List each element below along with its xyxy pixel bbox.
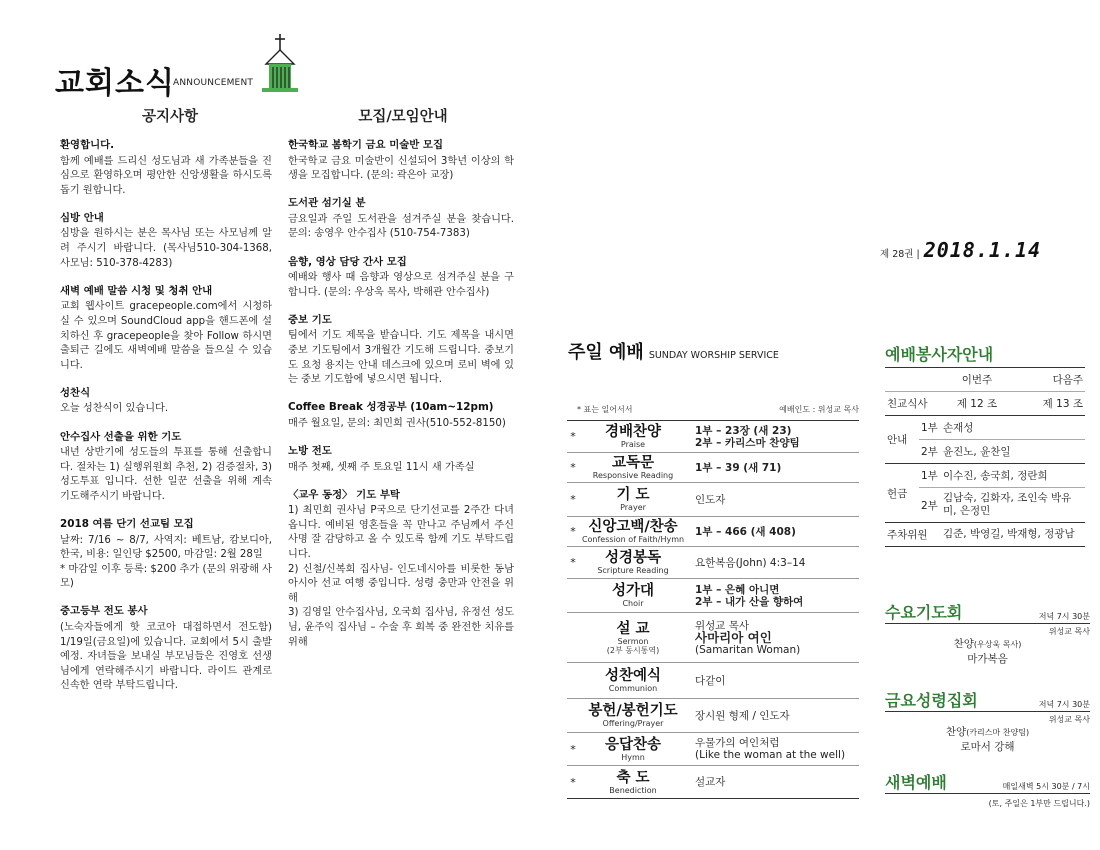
order-name-en-note: (2부 동시통역) [606,645,660,655]
friday-section [885,688,1090,754]
service-notes [577,404,859,415]
order-name-en: Confession of Faith/Hymn [581,535,685,544]
notice-heading: 심방 안내 [60,211,104,224]
order-name [577,620,689,656]
volunteer-this: 제 12 조 [941,392,1013,416]
volunteer-service: 2부 [919,440,941,464]
order-name-en: Communion [608,684,658,693]
recruit-body: 팀에서 기도 제목을 받습니다. 기도 제목을 내시면 중보 기도팀에서 3개월간 기도해 드립니다. 중보기도 요청 용지는 안내 데스크에 있으며 로비 벽에 있는 중보 기도함에 넣으시면 됩니다. [288,330,514,386]
notice-body: 내년 상반기에 성도들의 투표를 통해 선출합니다. 절차는 1) 실행위원회 추천, 2) 검증절차, 3) 성도투표 입니다. 선한 일꾼 선출을 위해 계속 기도해주시기 바랍니다. [60,447,272,502]
notice-item [60,386,272,417]
standing-mark: * [570,430,576,443]
standing-mark: * [570,742,576,756]
dawn-section [885,770,1090,809]
order-name-ko: 성가대 [611,583,655,599]
church-icon [260,34,300,92]
order-name-en: Praise [620,440,646,449]
order-detail [689,557,859,569]
order-row [567,547,859,579]
order-row [567,613,859,663]
volunteer-row [885,464,1085,488]
order-name-ko: 성찬예식 [604,668,662,684]
volunteer-row [885,523,1085,547]
order-name-ko: 교독문 [611,455,655,471]
service-leader-note: 예배인도 : 위성교 목사 [779,405,859,414]
notice-body: 함께 예배를 드리신 성도님과 새 가족분들을 진심으로 환영하오며 평안한 신앙생활을 하시도록 돕기 원합니다. [60,155,272,196]
order-row [567,421,859,453]
order-row [567,579,859,613]
recruit-body: 예배와 행사 때 음향과 영상으로 섬겨주실 분을 구합니다. (문의: 우상욱 목사, 박해관 안수집사) [288,272,514,298]
order-name-ko: 경배찬양 [604,424,662,440]
recruit-body: 한국학교 금요 미술반이 신설되어 3학년 이상의 학생을 모집합니다. (문의: 곽은아 교장) [288,155,514,182]
order-name [577,769,689,796]
recruit-item [288,138,514,184]
volunteer-role: 안내 [885,416,919,464]
order-name-en: Choir [622,599,644,608]
order-row [567,766,859,799]
recruit-item [288,196,514,242]
order-name-en: Responsive Reading [592,471,674,480]
notice-heading: 환영합니다. [60,139,115,151]
this-week-header: 이번주 [941,368,1013,392]
volunteer-row [885,416,1085,440]
volunteers-table [885,367,1085,547]
order-detail-line: 위성교 목사 [695,619,750,632]
service-header [568,338,868,364]
friday-leader: 위성교 목사 [1048,715,1090,724]
order-detail-line: 인도자 [695,493,726,506]
friday-praise: 찬양 [945,726,967,738]
friday-book: 로마서 강해 [960,741,1015,753]
notice-heading: 중고등부 전도 봉사 [60,605,148,618]
next-week-header: 다음주 [1013,368,1085,392]
order-detail [689,675,859,687]
order-detail [689,584,859,608]
recruitment-title: 모집/모임안내 [358,109,448,125]
recruit-body: 1) 최민희 권사님 P국으로 단기선교를 2주간 다녀옵니다. 예비된 영혼들을 꼭 만나고 주님께서 주신 사명 잘 감당하고 올 수 있도록 함께 기도 부탁드립니다. 2) 신철/신복희 집사님- 인도네시아를 비롯한 동남아시아 선교 여행 중입니다. 성령 충만과 안전을 위해 3) 김영일 안수집사님, 오국희 집사님, 유정선 성도님, 윤주익 집사님 – 수술 후 회복 중 완전한 치유를 위해 [288,505,514,648]
recruit-body: 매주 첫째, 셋째 주 토요일 11시 새 가족실 [288,461,475,473]
order-detail-line: 우물가의 여인처럼 [695,737,780,749]
order-name [577,454,689,481]
recruit-heading: 한국학교 봄학기 금요 미술반 모집 [288,139,443,151]
notice-heading: 2018 여름 단기 선교팀 모집 [60,517,194,530]
volunteer-names: 이수진, 송국희, 정란희 [941,464,1085,488]
notice-body: 교회 웹사이트 gracepeople.com에서 시청하실 수 있으며 SoundCloud app을 핸드폰에 설치하신 후 gracepeople을 찾아 Follow 하시면 출퇴근 길에도 새벽예배 말씀을 들으실 수 있습니다. [60,301,272,371]
order-row [567,453,859,483]
order-name-en: Offering/Prayer [602,719,664,728]
volunteer-role: 주차위원 [885,523,941,547]
order-detail [689,494,859,506]
sermon-title-en: (Samaritan Woman) [695,643,801,656]
notice-heading: 성찬식 [60,386,91,399]
wednesday-time: 저녁 7시 30분 [1038,612,1090,621]
recruit-body: 금요일과 주일 도서관을 섬겨주실 분을 찾습니다. 문의: 송영우 안수집사 (510-754-7383) [288,213,514,240]
wednesday-praise-by: (우상욱 목사) [973,640,1022,649]
recruit-heading: 중보 기도 [288,313,332,326]
order-detail-line: 요한복음(John) 4:3–14 [695,556,806,569]
notice-item [60,284,272,374]
wednesday-praise: 찬양 [953,638,974,650]
volunteer-names: 손재성 [941,416,1085,440]
volunteer-names: 윤진노, 윤찬일 [941,440,1085,464]
order-name-ko: 축 도 [616,769,650,786]
notice-heading: 안수집사 선출을 위한 기도 [60,430,182,443]
notice-body: 심방을 원하시는 분은 목사님 또는 사모님께 알려 주시기 바랍니다. (목사님510-304-1368, 사모님: 510-378-4283) [60,228,272,269]
recruit-heading: 노방 전도 [288,445,332,457]
volunteer-row [885,392,1085,416]
recruit-item [288,400,514,431]
order-detail [689,737,859,761]
volunteer-role: 친교식사 [885,392,941,416]
order-name-en: Prayer [620,503,646,512]
standing-mark: * [570,556,576,569]
order-detail-line: 1부 – 39 (새 71) [695,461,782,474]
order-detail [689,776,859,788]
service-title: 주일 예배 [568,342,644,363]
order-name-ko: 신앙고백/찬송 [588,519,678,535]
order-row [567,699,859,733]
order-name-en: Hymn [621,752,645,762]
notice-body: (노숙자들에게 핫 코코아 대접하면서 전도함) 1/19일(금요일)에 있습니다. 교회에서 5시 출발 예정. 자녀들을 보내실 부모님들은 진영호 선생님에게 연락해주시기 바랍니다. 라이드 관계로 신속한 연락 부탁드립니다. [60,622,272,692]
wednesday-title: 수요기도회 [885,603,963,622]
volunteer-next: 제 13 조 [1013,392,1085,416]
order-name [577,549,689,576]
recruit-body: 매주 월요일, 문의: 최민희 권사(510-552-8150) [288,417,506,429]
standing-mark: * [570,775,576,789]
order-detail [689,425,859,449]
order-detail-line: 1부 – 은혜 아니면 [695,583,780,596]
wednesday-book: 마가복음 [967,653,1008,665]
volunteers-title: 예배봉사자안내 [885,345,994,364]
standing-mark: * [570,461,576,474]
wednesday-leader: 위성교 목사 [1048,627,1090,636]
order-row [567,483,859,517]
recruit-item [288,255,514,301]
notice-item [60,430,272,505]
order-detail-line: 1부 – 466 (새 408) [695,525,796,538]
dawn-title: 새벽예배 [885,773,947,792]
order-name-ko: 봉헌/봉헌기도 [588,703,678,719]
order-name-ko: 성경봉독 [604,550,662,566]
order-detail [689,462,859,474]
volunteers-header-row [885,368,1085,392]
issue-number: 제 28권 | [880,249,920,260]
order-detail-line: 2부 – 내가 산을 향하여 [695,595,804,608]
friday-title: 금요성령집회 [885,691,978,710]
order-name-en: Benediction [609,785,657,795]
recruit-item [288,444,514,475]
sermon-title: 사마리아 여인 [695,629,772,645]
notice-item [60,138,272,198]
order-detail [689,710,859,722]
order-row [567,663,859,699]
volunteer-names: 김남숙, 김화자, 조인숙 박유미, 은정민 [941,488,1085,523]
standing-mark: * [570,493,576,506]
announcement-subtitle: ANNOUNCEMENT [173,78,254,88]
notice-item [60,517,272,592]
order-detail-line: 2부 – 카리스마 찬양팀 [695,436,800,449]
order-name [577,518,689,545]
order-name [577,423,689,450]
standing-note: * 표는 일어서서 [577,405,633,414]
dawn-note: (토, 주일은 1부만 드립니다.) [988,799,1090,808]
volunteer-names: 김준, 박영길, 박재형, 정광남 [941,523,1085,547]
issue-date: 2018.1.14 [923,238,1042,262]
order-name [577,702,689,729]
order-row [567,733,859,766]
order-detail [689,526,859,538]
recruitment-column [288,138,514,663]
notice-item [60,211,272,271]
order-detail-line: 1부 – 23장 (새 23) [695,424,792,437]
friday-praise-by: (카리스마 찬양팀) [966,728,1030,737]
notice-heading: 새벽 예배 말씀 시청 및 청취 안내 [60,284,213,297]
wednesday-section [885,600,1090,666]
order-name [577,582,689,609]
order-name-ko: 설 교 [616,620,650,637]
order-name-ko: 기 도 [616,487,650,503]
recruit-heading: 도서관 섬기실 분 [288,197,366,210]
volunteer-service: 1부 [919,464,941,488]
announcement-title: 교회소식 [55,66,175,101]
order-name-ko: 응답찬송 [604,736,662,753]
recruit-heading: 〈교우 동정〉 기도 부탁 [288,488,400,501]
order-name [577,736,689,763]
order-detail-line: 설교자 [695,776,726,788]
notices-column [60,138,272,707]
notices-title: 공지사항 [141,109,199,125]
order-detail-line: 다같이 [695,674,726,687]
recruit-heading: Coffee Break 성경공부 (10am~12pm) [288,401,494,414]
recruit-item [288,488,514,651]
order-name [577,486,689,513]
order-of-worship [567,420,859,799]
standing-mark: * [570,525,576,538]
order-name-en: Scripture Reading [597,566,669,575]
order-name-en: Sermon [617,636,649,646]
order-detail-line: (Like the woman at the well) [695,749,846,761]
volunteer-service: 2부 [919,488,941,523]
service-subtitle: SUNDAY WORSHIP SERVICE [648,350,779,361]
issue-info [880,238,1041,262]
notice-item [60,604,272,694]
order-row [567,517,859,547]
recruit-heading: 음향, 영상 담당 간사 모집 [288,255,407,268]
notice-body: 날짜: 7/16 ~ 8/7, 사역지: 베트남, 캄보디아, 한국, 비용: 일인당 $2500, 마감일: 2월 28일 * 마감일 이후 등록: $200 추가 (문의 위광해 사모) [60,534,272,590]
order-detail-line: 장시원 형제 / 인도자 [695,709,790,722]
order-name [577,667,689,694]
order-detail [689,620,859,656]
dawn-time: 매일새벽 5시 30분 / 7시 [1002,782,1090,791]
volunteer-service: 1부 [919,416,941,440]
recruit-item [288,313,514,388]
announcement-header [55,32,315,101]
volunteer-role: 헌금 [885,464,919,523]
notice-body: 오늘 성찬식이 있습니다. [60,403,169,415]
friday-time: 저녁 7시 30분 [1038,700,1090,709]
